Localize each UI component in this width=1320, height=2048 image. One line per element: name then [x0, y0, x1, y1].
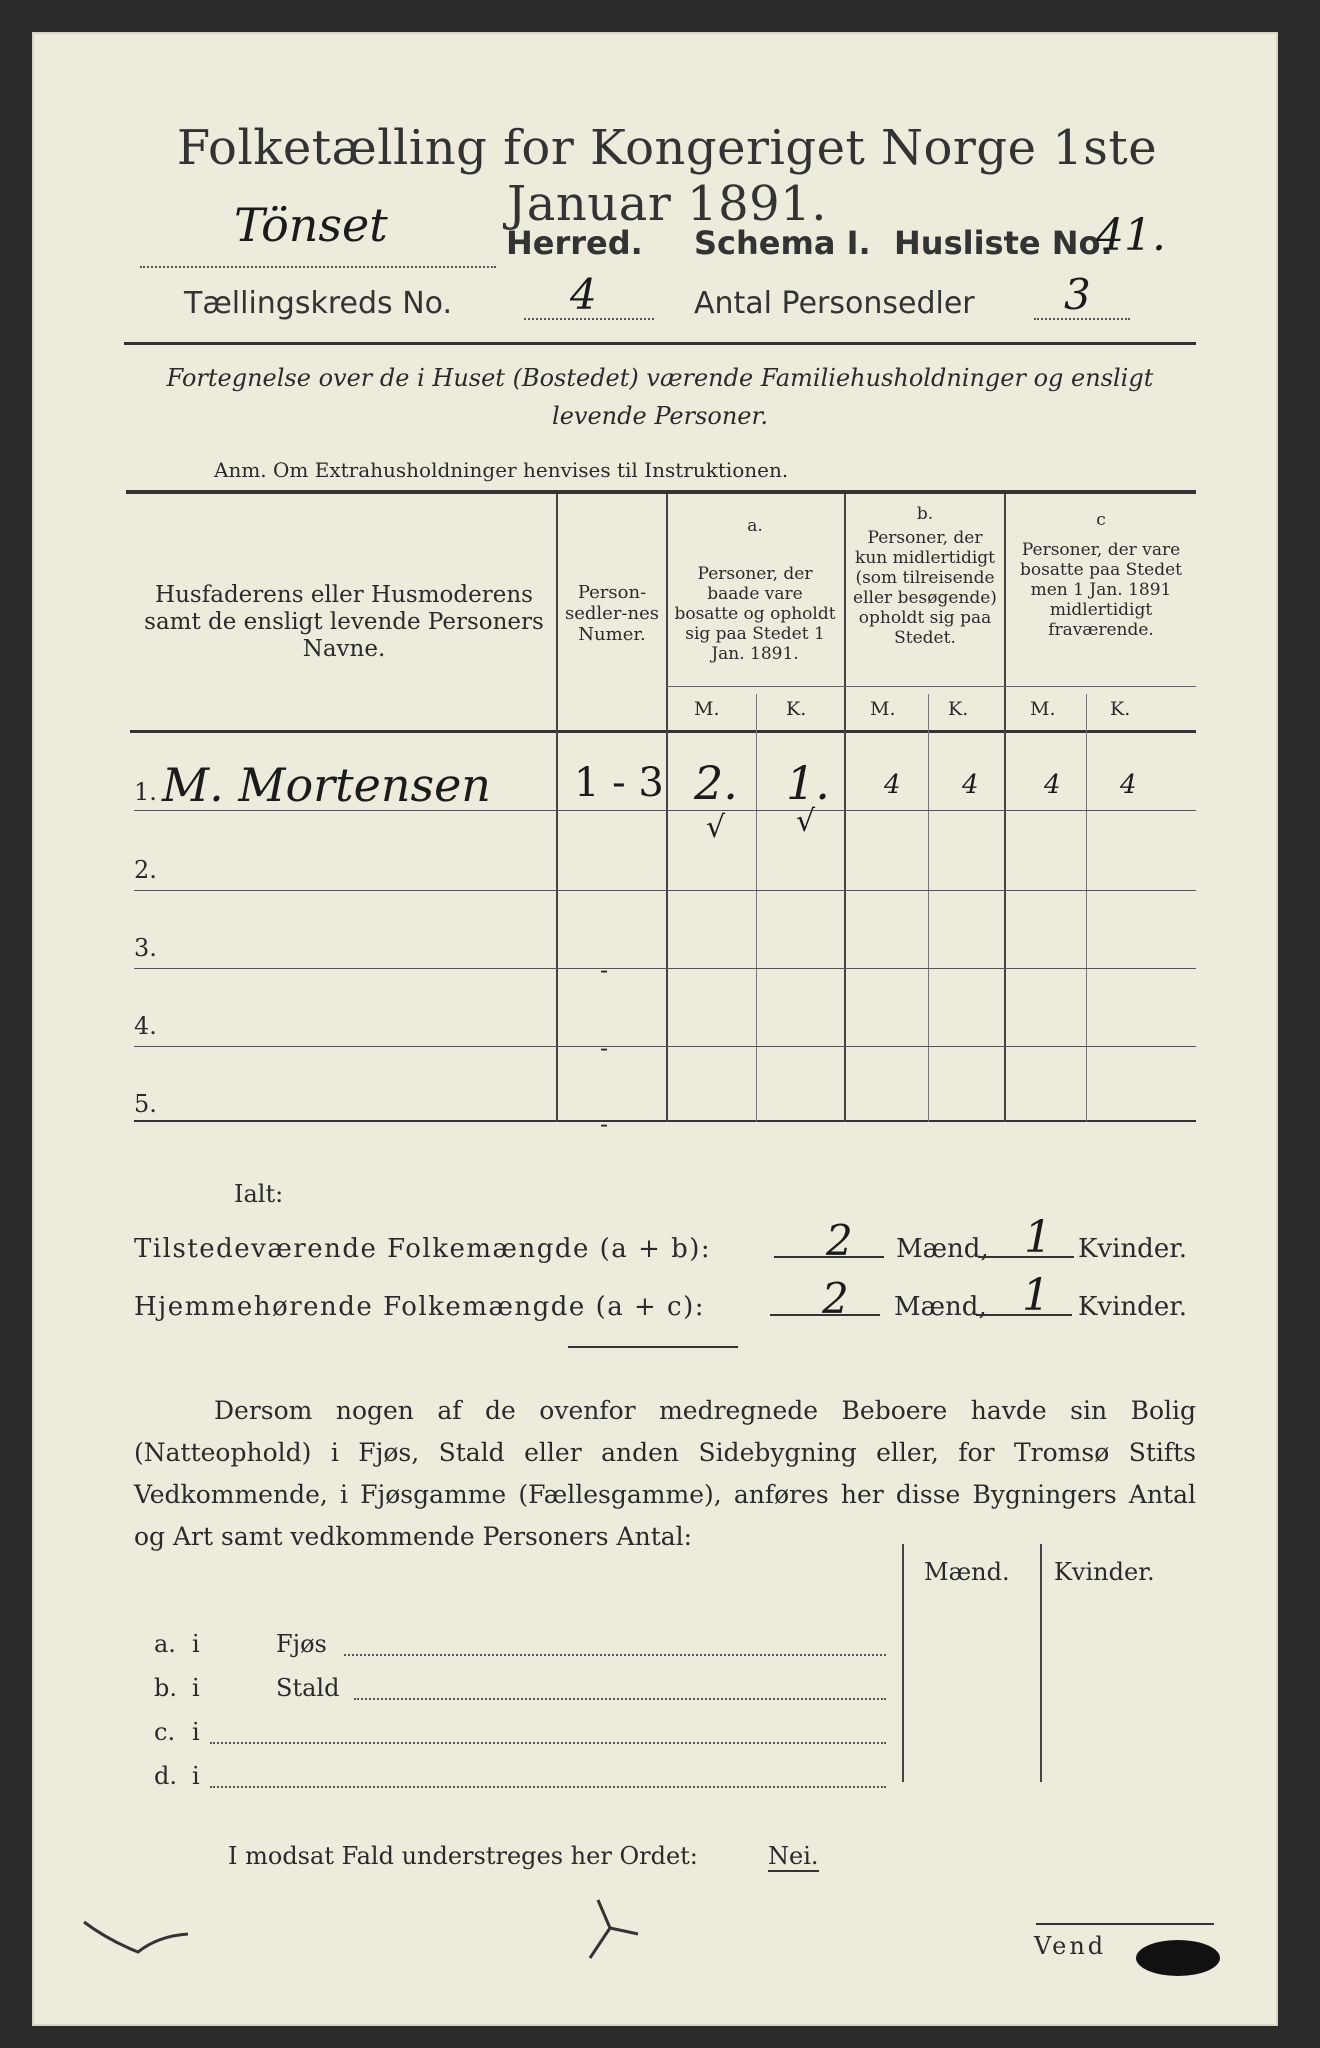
row-line	[134, 1046, 1196, 1047]
table-vline	[1004, 494, 1006, 1122]
person-name: M. Mortensen	[162, 758, 491, 812]
notice-col-maend: Mænd.	[924, 1558, 1010, 1586]
item-label: Fjøs	[276, 1630, 327, 1658]
col-name-header: Husfaderens eller Husmoderens samt de ensligt levende Personers Navne.	[144, 582, 544, 662]
intro-line1: Fortegnelse over de i Huset (Bostedet) værende Familiehusholdninger og ensligt	[166, 364, 1154, 392]
item-letter: d.	[154, 1762, 177, 1790]
item-i: i	[192, 1718, 200, 1746]
b-m-value: 4	[884, 770, 901, 800]
table-vline	[666, 494, 668, 1122]
row-number: 4.	[134, 1012, 157, 1040]
section-divider	[568, 1346, 738, 1348]
hjemme-maend-value: 2	[822, 1274, 849, 1323]
antal-label: Antal Personsedler	[694, 286, 975, 321]
census-form-sheet	[34, 34, 1276, 2024]
table-vline-mk	[928, 694, 929, 1122]
vend-text: Vend	[1034, 1932, 1107, 1960]
row-number: 2.	[134, 856, 157, 884]
taellingskreds-value: 4	[570, 270, 597, 319]
husliste-value: 41.	[1096, 210, 1166, 261]
intro-line2: levende Personer.	[552, 402, 768, 430]
row-line	[134, 890, 1196, 891]
b-k-label: K.	[948, 698, 969, 720]
row-number: 3.	[134, 934, 157, 962]
table-vline-mk	[1086, 694, 1087, 1122]
row-line	[134, 968, 1196, 969]
herred-label: Herred.	[506, 224, 643, 262]
tilstede-kvinder-label: Kvinder.	[1078, 1234, 1188, 1264]
modsat-text: I modsat Fald understreges her Ordet:	[228, 1842, 698, 1870]
row-number: 1.	[134, 778, 157, 806]
notice-vline	[1040, 1544, 1042, 1782]
tilstede-label: Tilstedeværende Folkemængde (a + b):	[134, 1234, 712, 1264]
table-header-bottom-rule	[130, 730, 1196, 733]
item-dotted	[354, 1682, 886, 1700]
notice-col-kvinder: Kvinder.	[1054, 1558, 1155, 1586]
nei-word: Nei.	[768, 1842, 819, 1870]
item-dotted	[210, 1770, 886, 1788]
c-m-value: 4	[1044, 770, 1061, 800]
numer-dash: -	[600, 1110, 609, 1138]
item-i: i	[192, 1762, 200, 1790]
taellingskreds-label: Tællingskreds No.	[184, 286, 452, 321]
a-m-check: √	[706, 810, 726, 845]
item-i: i	[192, 1630, 200, 1658]
personsedler-numer: 1 - 3	[574, 760, 664, 806]
col-a-header: Personer, der baade vare bosatte og opholdt sig paa Stedet 1 Jan. 1891.	[674, 564, 836, 664]
tilstede-maend-value: 2	[826, 1216, 853, 1265]
item-letter: c.	[154, 1718, 176, 1746]
hjemme-kvinder-value: 1	[1022, 1270, 1050, 1321]
anm-note: Anm. Om Extrahusholdninger henvises til Instruktionen.	[214, 458, 789, 482]
hjemme-kvinder-label: Kvinder.	[1078, 1292, 1188, 1322]
item-dotted	[210, 1726, 886, 1744]
hjemme-maend-label: Mænd,	[894, 1292, 987, 1322]
numer-dash: -	[600, 1034, 609, 1062]
item-label: Stald	[276, 1674, 340, 1702]
ink-blot	[1136, 1940, 1220, 1976]
item-i: i	[192, 1674, 200, 1702]
a-k-check: √	[796, 804, 816, 839]
row-number: 5.	[134, 1090, 157, 1118]
form-title: Folketælling for Kongeriget Norge 1ste Januar 1891.	[176, 120, 1158, 232]
b-m-label: M.	[870, 698, 896, 720]
table-vline-mk	[756, 694, 757, 1122]
col-b-letter: b.	[916, 504, 934, 524]
item-letter: b.	[154, 1674, 177, 1702]
col-a-letter: a.	[747, 516, 763, 536]
numer-dash: -	[600, 956, 609, 984]
table-top-rule	[126, 490, 1196, 494]
item-dotted	[344, 1638, 886, 1656]
schema-label: Schema I.	[694, 224, 871, 262]
c-k-label: K.	[1110, 698, 1131, 720]
c-k-value: 4	[1120, 770, 1137, 800]
tilstede-kvinder-value: 1	[1024, 1212, 1052, 1263]
b-k-value: 4	[962, 770, 979, 800]
col-numer-header: Person-sedler-nes Numer.	[565, 582, 659, 645]
table-bottom-rule	[134, 1120, 1196, 1122]
herred-value: Tönset	[234, 198, 388, 252]
husliste-label: Husliste No.	[894, 224, 1113, 262]
tilstede-maend-label: Mænd,	[896, 1234, 989, 1264]
c-m-label: M.	[1030, 698, 1056, 720]
scribble-mark	[590, 1900, 638, 1958]
mk-divider	[666, 686, 1196, 687]
a-m-label: M.	[694, 698, 720, 720]
a-k-label: K.	[786, 698, 807, 720]
col-c-letter: c	[1096, 510, 1106, 530]
hjemme-label: Hjemmehørende Folkemængde (a + c):	[134, 1292, 705, 1322]
item-letter: a.	[154, 1630, 176, 1658]
col-c-header: Personer, der vare bosatte paa Stedet men 1 Jan. 1891 midlertidigt fraværende.	[1020, 540, 1182, 640]
col-b-header: Personer, der kun midlertidigt (som tilreisende eller besøgende) opholdt sig paa Stedet.	[853, 528, 997, 648]
notice-vline	[902, 1544, 904, 1782]
header-rule	[124, 342, 1196, 345]
table-vline	[844, 494, 846, 1122]
a-k-value: 1.	[786, 756, 830, 810]
a-m-value: 2.	[694, 756, 738, 810]
scribble-mark	[84, 1922, 188, 1952]
ialt-label: Ialt:	[234, 1180, 284, 1208]
antal-value: 3	[1064, 270, 1091, 319]
table-vline	[556, 494, 558, 1122]
paper-marks	[78, 1870, 1228, 1990]
notice-paragraph: Dersom nogen af de ovenfor medregnede Beboere havde sin Bolig (Natteophold) i Fjøs, Stald eller anden Sidebygning eller, for Tromsø Stifts Vedkommende, i Fjøsgamme (Fællesgamme), anføres her disse Bygningers Antal og Art samt vedkommende Personers Antal:	[134, 1396, 1196, 1551]
